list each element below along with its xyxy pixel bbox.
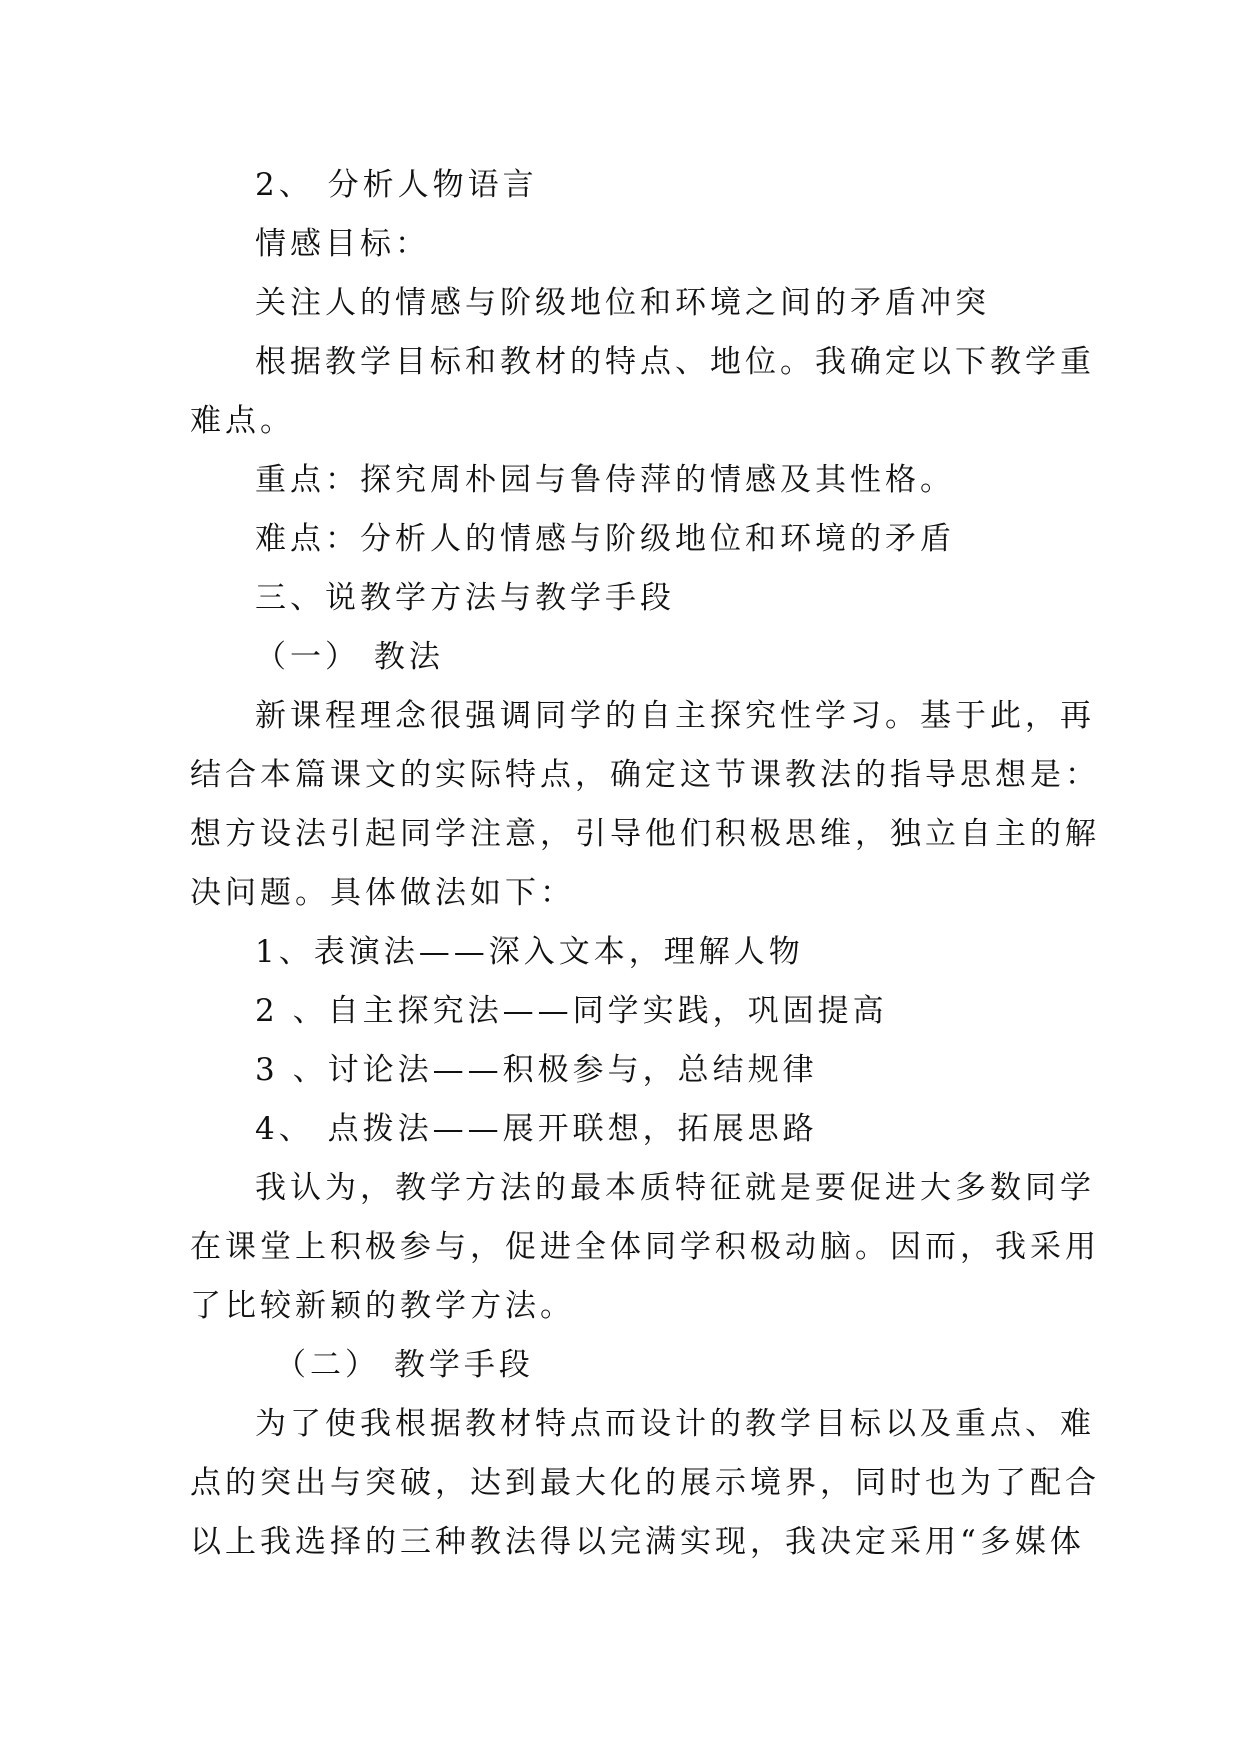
- text-line: 点的突出与突破，达到最大化的展示境界，同时也为了配合: [190, 1465, 1100, 1501]
- text-line: 2、 分析人物语言: [255, 167, 538, 203]
- text-line: 根据教学目标和教材的特点、地位。我确定以下教学重: [255, 344, 1095, 380]
- text-line: 难点：分析人的情感与阶级地位和环境的矛盾: [255, 521, 955, 557]
- text-line: 决问题。具体做法如下：: [190, 875, 575, 911]
- text-line: 新课程理念很强调同学的自主探究性学习。基于此，再: [255, 698, 1095, 734]
- text-line: 我认为，教学方法的最本质特征就是要促进大多数同学: [255, 1170, 1095, 1206]
- list-item: 1、表演法——深入文本，理解人物: [255, 934, 804, 970]
- text-line: 结合本篇课文的实际特点，确定这节课教法的指导思想是：: [190, 757, 1100, 793]
- document-body: [190, 156, 1100, 1572]
- subsection-heading: （一） 教法: [255, 639, 444, 675]
- list-item: 4、 点拨法——展开联想，拓展思路: [255, 1111, 818, 1147]
- text-line: 为了使我根据教材特点而设计的教学目标以及重点、难: [255, 1406, 1095, 1442]
- text-line: 关注人的情感与阶级地位和环境之间的矛盾冲突: [255, 285, 990, 321]
- list-item: 3 、讨论法——积极参与，总结规律: [255, 1052, 818, 1088]
- list-item: 2 、自主探究法——同学实践，巩固提高: [255, 993, 888, 1029]
- text-line: 想方设法引起同学注意，引导他们积极思维，独立自主的解: [190, 816, 1100, 852]
- text-line: 了比较新颖的教学方法。: [190, 1288, 575, 1324]
- text-line: 在课堂上积极参与，促进全体同学积极动脑。因而，我采用: [190, 1229, 1100, 1265]
- text-line: 情感目标：: [255, 226, 430, 262]
- text-line: 以上我选择的三种教法得以完满实现，我决定采用“多媒体: [190, 1524, 1085, 1560]
- subsection-heading: （二） 教学手段: [275, 1347, 534, 1383]
- section-heading: 三、说教学方法与教学手段: [255, 580, 675, 616]
- text-line: 难点。: [190, 403, 295, 439]
- text-line: 重点：探究周朴园与鲁侍萍的情感及其性格。: [255, 462, 955, 498]
